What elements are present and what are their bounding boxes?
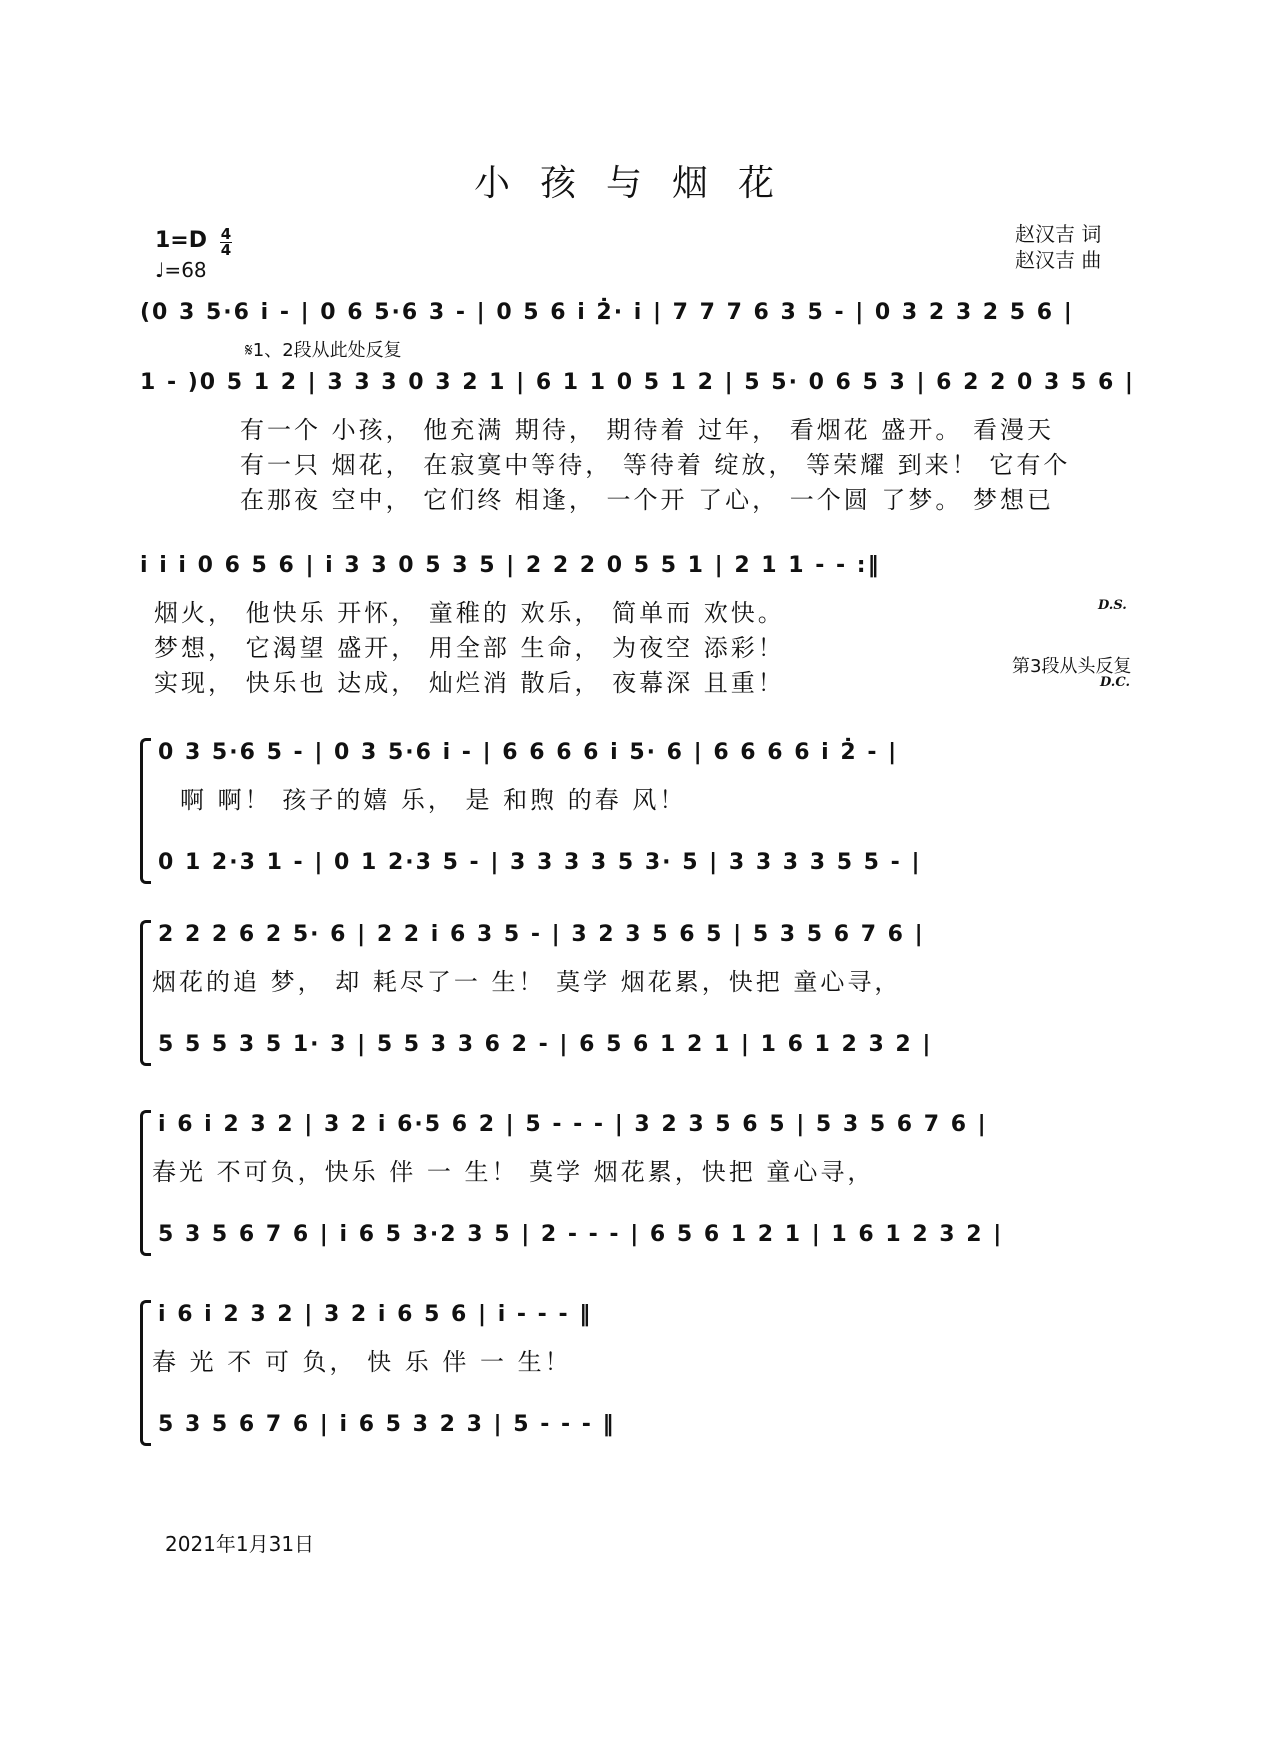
- page-title: 小孩与烟花: [473, 163, 804, 204]
- lyric-verse-1: 有一个 小孩， 他充满 期待， 期待着 过年， 看烟花 盛开。 看漫天: [240, 416, 1055, 444]
- notes-lower: 0 1 2·3 1 - | 0 1 2·3 5 - | 3 3 3 3 5 3· 5 | 3 3 3 3 5 5 - |: [158, 850, 922, 875]
- score-system-7: [140, 1300, 1140, 1450]
- notes-lower: 5 3 5 6 7 6 | i 6 5 3·2 3 5 | 2 - - - | 6 5 6 1 2 1 | 1 6 1 2 3 2 |: [158, 1222, 1004, 1247]
- ds-marking: D.S.: [1098, 598, 1127, 613]
- notes-upper: 0 3 5·6 5 - | 0 3 5·6 i - | 6 6 6 6 i 5· 6 | 6 6 6 6 i 2̇ - |: [158, 740, 899, 765]
- time-signature-bottom: 4: [220, 241, 232, 259]
- notes-line: (0 3 5·6 i - | 0 6 5·6 3 - | 0 5 6 i 2̇· i | 7 7 7 6 3 5 - | 0 3 2 3 2 5 6 |: [140, 300, 1074, 325]
- notes-upper: i 6 i 2 3 2 | 3 2 i 6 5 6 | i - - - ‖: [158, 1302, 593, 1327]
- time-signature-top: 4: [220, 225, 232, 243]
- score-system-1: [140, 300, 1140, 340]
- score-system-2: [140, 370, 1140, 520]
- notes-upper: 2 2 2 6 2 5· 6 | 2 2 i 6 3 5 - | 3 2 3 5 6 5 | 5 3 5 6 7 6 |: [158, 922, 925, 947]
- dc-marking: D.C.: [1100, 675, 1130, 690]
- part-bracket: [140, 738, 151, 884]
- lyric-line: 春 光 不 可 负， 快 乐 伴 一 生！: [152, 1348, 572, 1376]
- date-stamp: 2021年1月31日: [165, 1532, 315, 1556]
- notes-upper: i 6 i 2 3 2 | 3 2 i 6·5 6 2 | 5 - - - | 3 2 3 5 6 5 | 5 3 5 6 7 6 |: [158, 1112, 988, 1137]
- tempo-marking: ♩=68: [155, 258, 207, 282]
- notes-line: i i i 0 6 5 6 | i 3 3 0 5 3 5 | 2 2 2 0 5 5 1 | 2 1 1 - - :‖: [140, 553, 881, 578]
- composer-credit: 赵汉吉 曲: [1015, 248, 1102, 272]
- verse3-annotation: 第3段从头反复: [1012, 656, 1132, 677]
- segno-annotation: 𝄋1、2段从此处反复: [245, 340, 402, 361]
- notes-lower: 5 3 5 6 7 6 | i 6 5 3 2 3 | 5 - - - ‖: [158, 1412, 616, 1437]
- score-system-5: [140, 920, 1140, 1070]
- score-system-6: [140, 1110, 1140, 1260]
- score-system-4: [140, 738, 1140, 888]
- lyric-verse-3: 在那夜 空中， 它们终 相逢， 一个开 了心， 一个圆 了梦。 梦想已: [240, 486, 1055, 514]
- part-bracket: [140, 1300, 151, 1446]
- lyric-line: 春光 不可负，快乐 伴 一 生！ 莫学 烟花累，快把 童心寻，: [152, 1158, 875, 1186]
- notes-lower: 5 5 5 3 5 1· 3 | 5 5 3 3 6 2 - | 6 5 6 1 2 1 | 1 6 1 2 3 2 |: [158, 1032, 933, 1057]
- lyric-line: 啊 啊！ 孩子的嬉 乐， 是 和煦 的春 风！: [180, 786, 687, 814]
- lyric-verse-2: 梦想， 它渴望 盛开， 用全部 生命， 为夜空 添彩！: [154, 634, 785, 662]
- lyric-line: 烟花的追 梦， 却 耗尽了一 生！ 莫学 烟花累，快把 童心寻，: [152, 968, 902, 996]
- part-bracket: [140, 1110, 151, 1256]
- part-bracket: [140, 920, 151, 1066]
- lyricist-credit: 赵汉吉 词: [1015, 222, 1102, 246]
- lyric-verse-2: 有一只 烟花， 在寂寞中等待， 等待着 绽放， 等荣耀 到来！ 它有个: [240, 451, 1071, 479]
- lyric-verse-3: 实现， 快乐也 达成， 灿烂消 散后， 夜幕深 且重！: [154, 669, 785, 697]
- key-signature: 1=D: [155, 228, 208, 253]
- notes-line: 1 - )0 5 1 2 | 3 3 3 0 3 2 1 | 6 1 1 0 5 1 2 | 5 5· 0 6 5 3 | 6 2 2 0 3 5 6 |: [140, 370, 1135, 395]
- time-signature: [220, 225, 232, 259]
- lyric-verse-1: 烟火， 他快乐 开怀， 童稚的 欢乐， 简单而 欢快。: [154, 599, 785, 627]
- score-system-3: [140, 553, 1140, 703]
